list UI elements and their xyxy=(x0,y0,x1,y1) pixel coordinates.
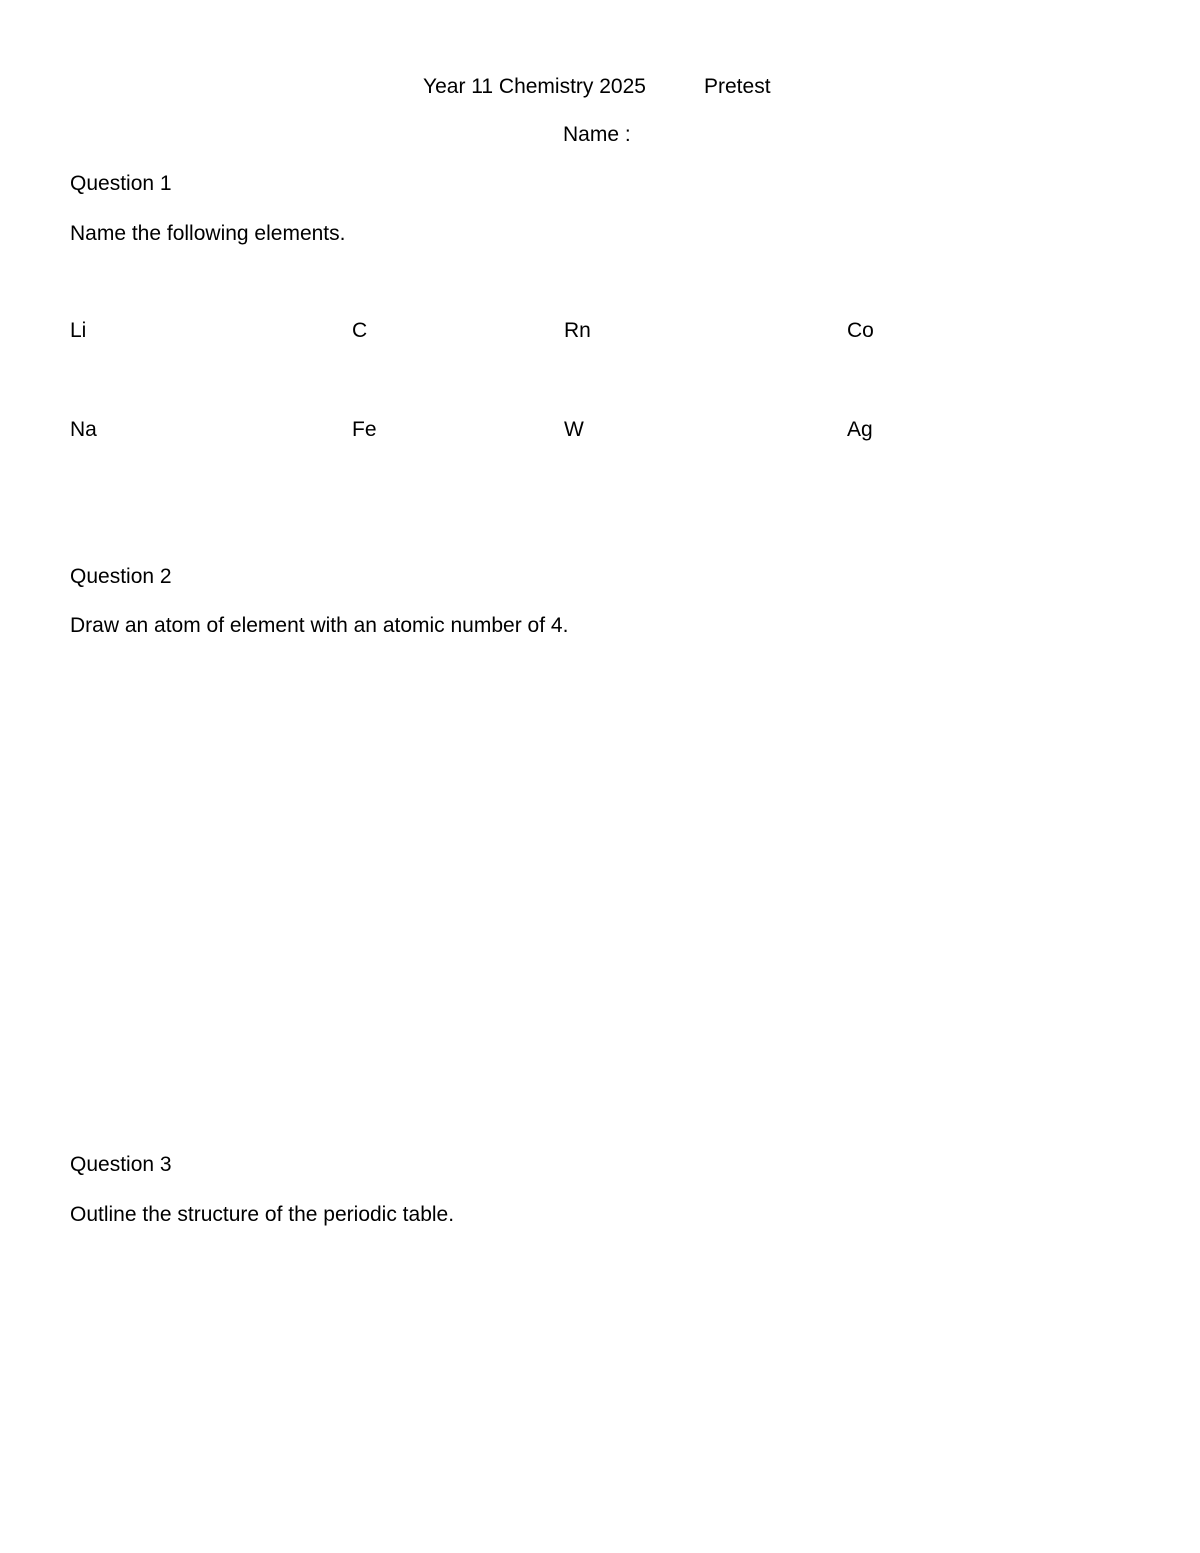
document-title: Year 11 Chemistry 2025 xyxy=(423,75,646,98)
element-symbol: W xyxy=(564,418,584,441)
document-subtitle: Pretest xyxy=(704,75,771,98)
element-symbol: Fe xyxy=(352,418,377,441)
header xyxy=(0,76,1200,100)
element-symbol: Li xyxy=(70,319,87,342)
element-symbol: C xyxy=(352,319,368,342)
element-symbol: Na xyxy=(70,418,97,441)
element-symbol: Ag xyxy=(847,418,873,441)
question-3-title: Question 3 xyxy=(70,1153,172,1176)
question-1-title: Question 1 xyxy=(70,172,172,195)
question-3-prompt: Outline the structure of the periodic table. xyxy=(70,1203,455,1226)
element-symbol: Co xyxy=(847,319,874,342)
element-symbol: Rn xyxy=(564,319,591,342)
question-2-title: Question 2 xyxy=(70,565,172,588)
question-2-prompt: Draw an atom of element with an atomic number of 4. xyxy=(70,614,569,637)
question-1-prompt: Name the following elements. xyxy=(70,222,346,245)
name-label: Name : xyxy=(563,123,631,146)
